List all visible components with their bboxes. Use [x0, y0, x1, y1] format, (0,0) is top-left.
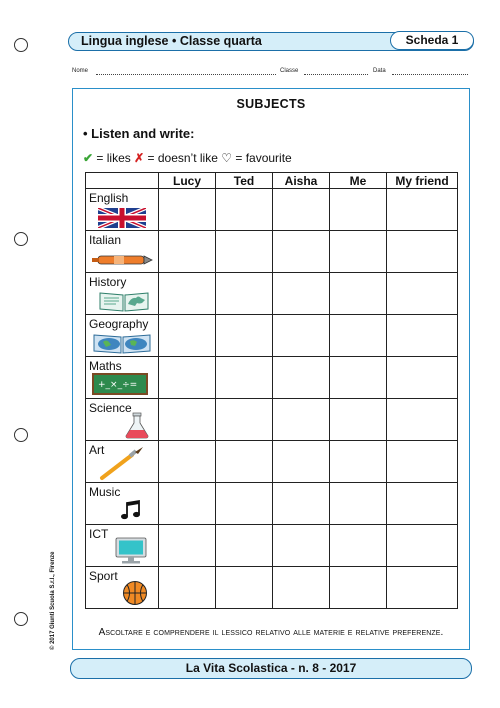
answer-cell[interactable]	[387, 189, 458, 231]
answer-cell[interactable]	[330, 567, 387, 609]
subject-label: Italian	[89, 233, 122, 247]
answer-cell[interactable]	[216, 567, 273, 609]
table-row	[86, 231, 458, 273]
answer-cell[interactable]	[387, 525, 458, 567]
subjects-table	[85, 172, 458, 609]
table-row	[86, 567, 458, 609]
table-row	[86, 483, 458, 525]
name-label: Nome	[72, 68, 89, 74]
answer-cell[interactable]	[159, 567, 216, 609]
flask-icon	[124, 412, 150, 439]
basketball-icon	[122, 580, 148, 606]
answer-cell[interactable]	[330, 399, 387, 441]
subject-cell	[86, 399, 159, 441]
subject-cell	[86, 273, 159, 315]
answer-cell[interactable]	[273, 357, 330, 399]
class-field[interactable]	[304, 69, 368, 75]
subject-cell	[86, 231, 159, 273]
answer-cell[interactable]	[159, 231, 216, 273]
answer-cell[interactable]	[159, 357, 216, 399]
cross-icon: ✗	[134, 151, 145, 165]
answer-cell[interactable]	[216, 315, 273, 357]
table-row	[86, 315, 458, 357]
answer-cell[interactable]	[216, 399, 273, 441]
answer-cell[interactable]	[387, 483, 458, 525]
header-bar	[68, 32, 474, 51]
table-row	[86, 525, 458, 567]
answer-cell[interactable]	[159, 441, 216, 483]
blackboard-text: +_×_÷=	[98, 380, 138, 390]
answer-cell[interactable]	[330, 357, 387, 399]
copyright-text: © 2017 Giunti Scuola S.r.l., Firenze	[50, 551, 56, 650]
answer-cell[interactable]	[273, 189, 330, 231]
answer-cell[interactable]	[330, 273, 387, 315]
answer-cell[interactable]	[273, 273, 330, 315]
answer-cell[interactable]	[387, 357, 458, 399]
column-header: Me	[330, 173, 387, 189]
binder-hole-4	[14, 612, 28, 626]
instruction: • Listen and write:	[83, 126, 195, 141]
subject-label: English	[89, 191, 129, 205]
name-field[interactable]	[96, 69, 276, 75]
subject-cell	[86, 483, 159, 525]
answer-cell[interactable]	[216, 189, 273, 231]
answer-cell[interactable]	[387, 315, 458, 357]
subject-cell	[86, 525, 159, 567]
computer-icon	[114, 537, 148, 565]
answer-cell[interactable]	[387, 399, 458, 441]
table-row	[86, 189, 458, 231]
legend	[83, 151, 292, 165]
geography-book-icon	[92, 332, 152, 354]
uk-flag-icon	[98, 208, 146, 228]
legend-doesnt-like: = doesn’t like	[147, 151, 218, 165]
music-note-icon	[120, 499, 142, 521]
answer-cell[interactable]	[273, 441, 330, 483]
subject-label: Sport	[89, 569, 118, 583]
table-header-row	[86, 173, 458, 189]
subject-cell	[86, 357, 159, 399]
class-label: Classe	[280, 68, 299, 74]
answer-cell[interactable]	[273, 525, 330, 567]
table-corner-cell	[86, 173, 159, 189]
answer-cell[interactable]	[159, 315, 216, 357]
answer-cell[interactable]	[216, 441, 273, 483]
table-row	[86, 441, 458, 483]
column-header: My friend	[387, 173, 458, 189]
pen-icon	[90, 253, 154, 267]
answer-cell[interactable]	[387, 273, 458, 315]
check-icon: ✔	[83, 151, 94, 165]
answer-cell[interactable]	[216, 231, 273, 273]
answer-cell[interactable]	[330, 315, 387, 357]
objective-note: Ascoltare e comprendere il lessico relativo alle materie e relative preferenze.	[98, 627, 444, 638]
column-header: Ted	[216, 173, 273, 189]
subject-cell	[86, 567, 159, 609]
legend-likes: = likes	[96, 151, 131, 165]
answer-cell[interactable]	[159, 483, 216, 525]
subject-label: Geography	[89, 317, 149, 331]
answer-cell[interactable]	[159, 189, 216, 231]
answer-cell[interactable]	[216, 483, 273, 525]
column-header: Lucy	[159, 173, 216, 189]
worksheet-title: SUBJECTS	[236, 97, 306, 111]
subject-cell	[86, 441, 159, 483]
table-row	[86, 273, 458, 315]
subject-label: Art	[89, 443, 105, 457]
answer-cell[interactable]	[273, 315, 330, 357]
answer-cell[interactable]	[159, 273, 216, 315]
sheet-label: Scheda 1	[390, 31, 474, 50]
paintbrush-icon	[98, 446, 146, 482]
subject-label: Maths	[89, 359, 122, 373]
footer-bar: La Vita Scolastica - n. 8 - 2017	[70, 658, 472, 679]
date-field[interactable]	[392, 69, 468, 75]
subject-label: History	[89, 275, 127, 289]
answer-cell[interactable]	[387, 441, 458, 483]
answer-cell[interactable]	[330, 189, 387, 231]
legend-favourite: = favourite	[235, 151, 292, 165]
answer-cell[interactable]	[216, 273, 273, 315]
answer-cell[interactable]	[330, 483, 387, 525]
answer-cell[interactable]	[387, 567, 458, 609]
binder-hole-1	[14, 38, 28, 52]
answer-cell[interactable]	[273, 483, 330, 525]
binder-hole-2	[14, 232, 28, 246]
header-title: Lingua inglese • Classe quarta	[81, 34, 262, 48]
answer-cell[interactable]	[330, 231, 387, 273]
answer-cell[interactable]	[387, 231, 458, 273]
worksheet-frame	[72, 88, 470, 650]
answer-cell[interactable]	[216, 525, 273, 567]
answer-cell[interactable]	[159, 399, 216, 441]
history-book-icon	[98, 290, 150, 312]
column-header: Aisha	[273, 173, 330, 189]
binder-hole-3	[14, 428, 28, 442]
table-row	[86, 357, 458, 399]
subject-cell	[86, 189, 159, 231]
heart-icon: ♡	[221, 151, 233, 165]
subject-label: ICT	[89, 527, 109, 541]
answer-cell[interactable]	[273, 399, 330, 441]
date-label: Data	[373, 68, 386, 74]
table-row	[86, 399, 458, 441]
blackboard-icon	[92, 373, 148, 395]
answer-cell[interactable]	[330, 525, 387, 567]
answer-cell[interactable]	[159, 525, 216, 567]
subject-label: Music	[89, 485, 121, 499]
answer-cell[interactable]	[216, 357, 273, 399]
answer-cell[interactable]	[330, 441, 387, 483]
subject-label: Science	[89, 401, 132, 415]
answer-cell[interactable]	[273, 231, 330, 273]
subject-cell	[86, 315, 159, 357]
answer-cell[interactable]	[273, 567, 330, 609]
